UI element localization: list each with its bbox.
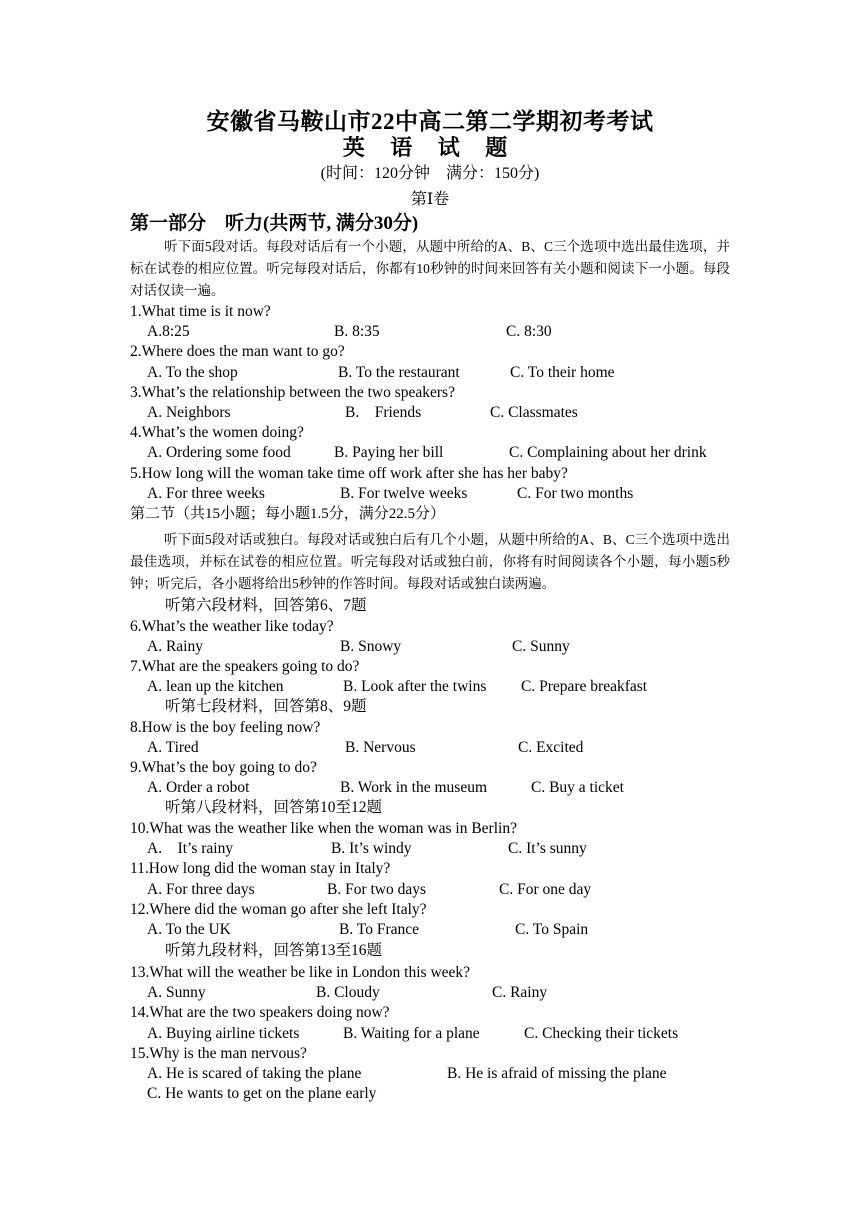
option-13a: A. Sunny (147, 984, 206, 1001)
question-14: 14.What are the two speakers doing now? (130, 1004, 390, 1021)
question-8: 8.How is the boy feeling now? (130, 719, 321, 736)
option-10c: C. It’s sunny (508, 840, 587, 857)
option-1a: A.8:25 (147, 323, 190, 340)
option-1b: B. 8:35 (334, 323, 380, 340)
option-14b: B. Waiting for a plane (343, 1025, 480, 1042)
option-12c: C. To Spain (515, 921, 589, 938)
option-5c: C. For two months (517, 485, 634, 502)
question-1: 1.What time is it now? (130, 303, 271, 320)
exam-subtitle: 英 语 试 题 (342, 135, 518, 160)
option-2c: C. To their home (510, 364, 615, 381)
option-4a: A. Ordering some food (147, 444, 291, 461)
question-12: 12.Where did the woman go after she left Italy? (130, 901, 427, 918)
question-13: 13.What will the weather be like in London this week? (130, 964, 471, 981)
question-5: 5.How long will the woman take time off work after she has her baby? (130, 465, 568, 482)
material-6-label: 听第六段材料，回答第6、7题 (165, 597, 367, 614)
option-15a: A. He is scared of taking the plane (147, 1065, 362, 1082)
option-11c: C. For one day (499, 881, 592, 898)
material-9-label: 听第九段材料，回答第13至16题 (165, 942, 383, 959)
option-13c: C. Rainy (492, 984, 548, 1001)
option-9c: C. Buy a ticket (531, 779, 624, 796)
option-10b: B. It’s windy (331, 840, 412, 857)
question-15: 15.Why is the man nervous? (130, 1045, 307, 1062)
question-9: 9.What’s the boy going to do? (130, 759, 317, 776)
option-6c: C. Sunny (512, 638, 570, 655)
material-8-label: 听第八段材料，回答第10至12题 (165, 799, 383, 816)
exam-title: 安徽省马鞍山市22中高二第二学期初考考试 (206, 109, 654, 134)
option-15c: C. He wants to get on the plane early (147, 1085, 377, 1102)
option-8a: A. Tired (147, 739, 199, 756)
material-7-label: 听第七段材料，回答第8、9题 (165, 698, 367, 715)
section2-instructions: 听下面5段对话或独白。每段对话或独白后有几个小题，从题中所给的A、B、C三个选项中选出最佳选项，并标在试卷的相应位置。听完每段对话或独白前，你将有时间阅读各个小题，每小题5秒钟；听完后，各小题将给出5秒钟的作答时间。每段对话或独白读两遍。 (130, 532, 730, 591)
option-8c: C. Excited (518, 739, 584, 756)
time-info: (时间：120分钟 满分：150分) (320, 165, 540, 182)
option-10a: A. It’s rainy (147, 840, 234, 857)
option-7b: B. Look after the twins (343, 678, 487, 695)
option-12b: B. To France (339, 921, 419, 938)
option-3b: B. Friends (345, 404, 422, 421)
question-2: 2.Where does the man want to go? (130, 343, 345, 360)
option-2a: A. To the shop (147, 364, 238, 381)
option-4b: B. Paying her bill (334, 444, 444, 461)
part1-heading: 第一部分 听力(共两节, 满分30分) (130, 213, 419, 234)
question-3: 3.What’s the relationship between the two speakers? (130, 384, 455, 401)
section1-instructions: 听下面5段对话。每段对话后有一个小题，从题中所给的A、B、C三个选项中选出最佳选项，并标在试卷的相应位置。听完每段对话后，你都有10秒钟的时间来回答有关小题和阅读下一小题。每段对话仅读一遍。 (130, 239, 730, 298)
option-14c: C. Checking their tickets (524, 1025, 679, 1042)
option-11a: A. For three days (147, 881, 255, 898)
volume-label: 第Ⅰ卷 (410, 191, 450, 208)
section2-heading: 第二节（共15小题；每小题1.5分，满分22.5分） (130, 506, 446, 522)
option-5b: B. For twelve weeks (340, 485, 468, 502)
question-10: 10.What was the weather like when the woman was in Berlin? (130, 820, 517, 837)
option-7c: C. Prepare breakfast (521, 678, 648, 695)
option-3a: A. Neighbors (147, 404, 231, 421)
option-6b: B. Snowy (340, 638, 402, 655)
option-13b: B. Cloudy (316, 984, 380, 1001)
option-8b: B. Nervous (345, 739, 416, 756)
option-2b: B. To the restaurant (338, 364, 460, 381)
question-11: 11.How long did the woman stay in Italy? (130, 860, 391, 877)
option-1c: C. 8:30 (506, 323, 552, 340)
option-7a: A. lean up the kitchen (147, 678, 284, 695)
option-9a: A. Order a robot (147, 779, 250, 796)
option-3c: C. Classmates (490, 404, 578, 421)
option-4c: C. Complaining about her drink (509, 444, 707, 461)
option-11b: B. For two days (327, 881, 427, 898)
option-5a: A. For three weeks (147, 485, 265, 502)
option-12a: A. To the UK (147, 921, 231, 938)
question-7: 7.What are the speakers going to do? (130, 658, 360, 675)
question-4: 4.What’s the women doing? (130, 424, 304, 441)
option-6a: A. Rainy (147, 638, 203, 655)
option-14a: A. Buying airline tickets (147, 1025, 300, 1042)
option-9b: B. Work in the museum (340, 779, 488, 796)
question-6: 6.What’s the weather like today? (130, 618, 334, 635)
option-15b: B. He is afraid of missing the plane (447, 1065, 667, 1082)
